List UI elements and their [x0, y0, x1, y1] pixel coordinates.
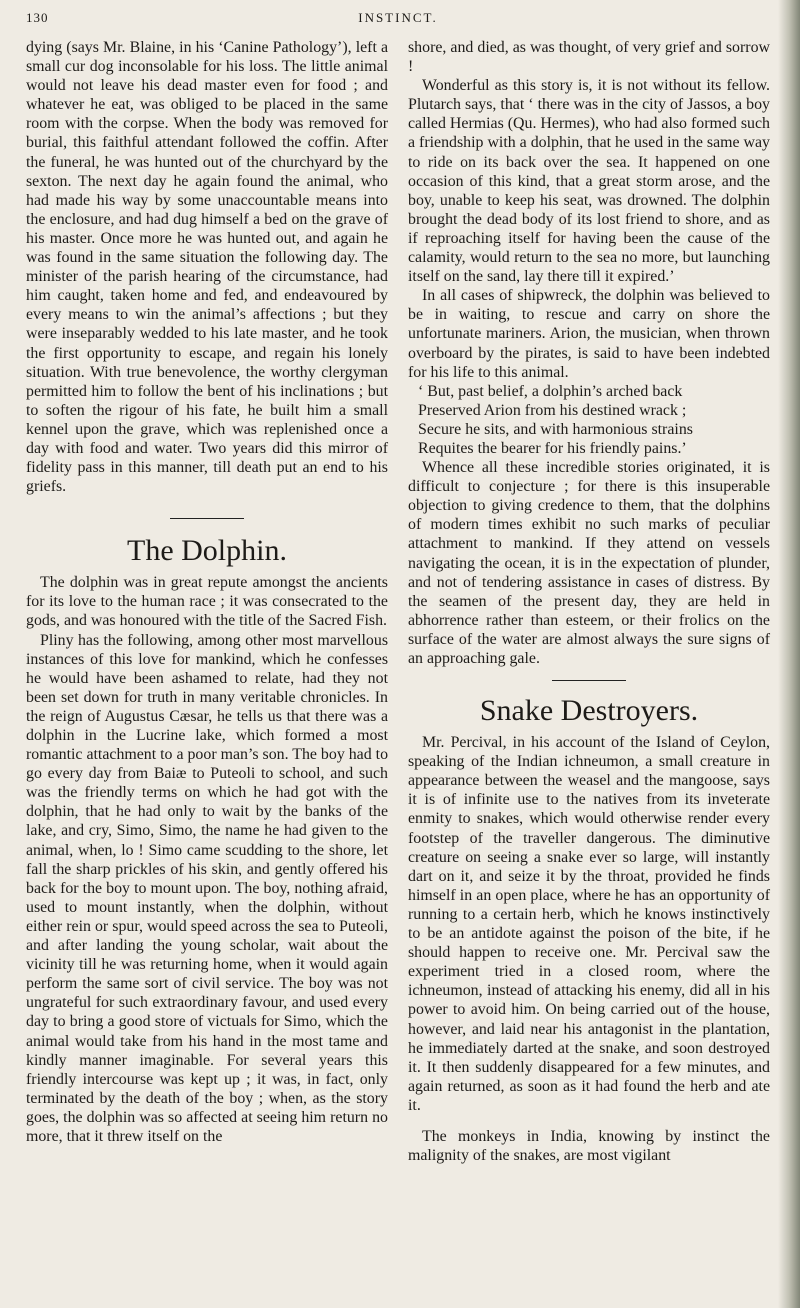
section-rule: [170, 518, 244, 519]
running-header: [26, 10, 770, 32]
running-title: INSTINCT.: [358, 10, 438, 25]
verse-line: Preserved Arion from his destined wrack ;: [418, 401, 687, 419]
paragraph: Mr. Percival, in his account of the Island of Ceylon, speaking of the Indian ichneumon, a small creature in appearance between the weasel and the mangoose, says it is of infinite use to the natives from its inveterate enmity to snakes, which would otherwise render every footstep of the traveller dangerous. The diminutive creature on seeing a snake ever so large, will instantly dart on it, and seize it by the throat, provided he finds himself in an open place, where he has an opportunity of running to a certain herb, which he knows instinctively to be an antidote against the poison of the bite, if he should happen to receive one. Mr. Percival saw the experiment tried in a closed room, where the ichneumon, instead of attacking his enemy, did all in his power to avoid him. On being carried out of the house, however, and laid near his antagonist in the plantation, he immediately darted at the snake, and soon destroyed it. It then suddenly disappeared for a few minutes, and again returned, as soon as it had found the herb and ate it.: [408, 734, 770, 1114]
page-number: 130: [26, 10, 49, 25]
paragraph: dying (says Mr. Blaine, in his ‘Canine Pathology’), left a small cur dog inconsolable for his loss. The little animal would not leave his dead master even for food ; and whatever he eat, was obliged to be placed in the same room with the corpse. When the body was removed for burial, this faithful attendant followed the coffin. After the funeral, he was hunted out of the churchyard by the sexton. The next day he again found the animal, who had made his way by some unaccountable means into the enclosure, and had dug himself a bed on the grave of his master. Once more he was hunted out, and again he was found in the same situation the following day. The minister of the parish hearing of the circumstance, had him caught, taken home and fed, and endeavoured by every means to win the animal’s affections ; but they were inseparably wedded to his late master, and he took the first opportunity to escape, and regain his lonely situation. With true benevolence, the worthy clergyman permitted him to follow the bent of his inclinations ; but to soften the rigour of his fate, he built him a small kennel upon the grave, which was replenished once a day with food and water. Two years did this mirror of fidelity pass in this manner, till death put an end to his griefs.: [26, 39, 388, 496]
verse-line: Secure he sits, and with harmonious strains: [418, 420, 693, 438]
right-column: [408, 38, 770, 1165]
paragraph: The dolphin was in great repute amongst the ancients for its love to the human race ; it was consecrated to the gods, and was honoured with the title of the Sacred Fish.: [26, 574, 388, 630]
verse-line: ‘ But, past belief, a dolphin’s arched back: [418, 382, 683, 400]
paragraph: Whence all these incredible stories originated, it is difficult to conjecture ; for there is this insuperable objection to giving credence to them, that the dolphins of modern times exhibit no such marks of peculiar attachment to mankind. If they attend on vessels navigating the ocean, it is in the expectation of plunder, and not of tendering assistance in cases of distress. By the seamen of the present day, they are held in abhorrence rather than esteem, or their frolics on the surface of the water are almost always the sure signs of an approaching gale.: [408, 459, 770, 667]
left-column: [26, 38, 388, 1146]
page-edge-shadow: [778, 0, 800, 1308]
section-rule: [552, 680, 626, 681]
paragraph: The monkeys in India, knowing by instinct the malignity of the snakes, are most vigilant: [408, 1127, 770, 1165]
section-heading-snake-destroyers: Snake Destroyers.: [479, 694, 699, 728]
section-heading-dolphin: The Dolphin.: [127, 534, 287, 568]
paragraph: shore, and died, as was thought, of very grief and sorrow !: [408, 39, 770, 76]
paragraph: In all cases of shipwreck, the dolphin was believed to be in waiting, to rescue and carry on shore the unfortunate mariners. Arion, the musician, when thrown overboard by the pirates, is said to have been indebted for his life to this animal.: [408, 287, 770, 381]
verse-line: Requites the bearer for his friendly pains.’: [418, 439, 687, 457]
paragraph: Pliny has the following, among other most marvellous instances of this love for mankind, which he confesses he would have been ashamed to relate, had they not been set down for truth in many veritable chronicles. In the reign of Augustus Cæsar, he tells us that there was a dolphin in the Lucrine lake, which formed a most romantic attachment to a poor man’s son. The boy had to go every day from Baiæ to Puteoli to school, and such was the friendly terms on which he had got with the dolphin, that he had only to wait by the banks of the lake, and cry, Simo, Simo, the name he had given to the animal, when, lo ! Simo came scudding to the shore, let fall the sharp prickles of his skin, and gently offered his back for the boy to mount upon. The boy, nothing afraid, used to mount instantly, when the dolphin, without either rein or spur, would speed across the sea to Puteoli, and after landing the young scholar, wait about the vicinity till he was returning home, when it would again perform the same sort of civil service. The boy was not ungrateful for such extraordinary favour, and used every day to bring a good store of victuals for Simo, which the animal would take from his hand in the most tame and kindly manner imaginable. For several years this friendly intercourse was kept up ; it was, in fact, only terminated by the death of the boy ; when, as the story goes, the dolphin was so affected at seeing him return no more, that it threw itself on the: [26, 631, 389, 1145]
paragraph: Wonderful as this story is, it is not without its fellow. Plutarch says, that ‘ there was in the city of Jassos, a boy called Hermias (Qu. Hermes), who had also formed such a friendship with a dolphin, that he used in the same way to ride on its back over the sea. It happened on one occasion of this kind, that a great storm arose, and the boy, unable to keep his seat, was drowned. The dolphin brought the dead body of its lost friend to shore, and as if reproaching itself for having been the cause of the calamity, would return to the sea no more, but launching itself on the sand, lay there till it expired.’: [408, 77, 770, 286]
